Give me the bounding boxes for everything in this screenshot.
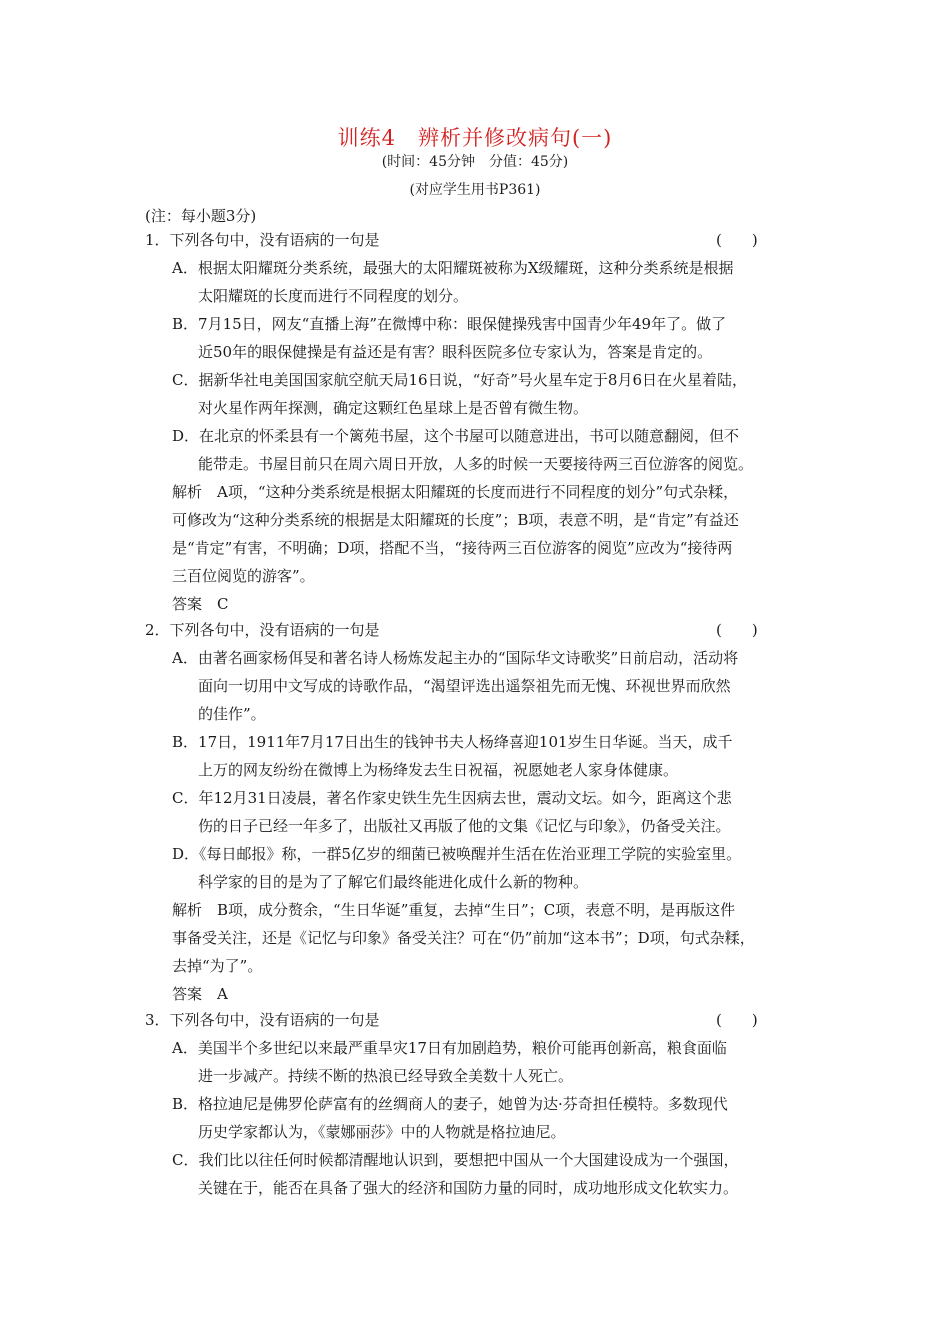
analysis-line: 解析 A项，“这种分类系统是根据太阳耀斑的长度而进行不同程度的划分”句式杂糅， xyxy=(172,483,739,501)
option-continuation: 历史学家都认为，《蒙娜丽莎》中的人物就是格拉迪尼。 xyxy=(198,1123,566,1141)
option-line: C．据新华社电美国国家航空航天局16日说，“好奇”号火星车定于8月6日在火星着陆， xyxy=(172,371,747,389)
analysis-line: 去掉“为了”。 xyxy=(172,957,263,975)
option-line: B．格拉迪尼是佛罗伦萨富有的丝绸商人的妻子，她曾为达·芬奇担任模特。多数现代 xyxy=(172,1095,728,1113)
option-continuation: 进一步减产。持续不断的热浪已经导致全美数十人死亡。 xyxy=(198,1067,574,1085)
option-continuation: 上万的网友纷纷在微博上为杨绛发去生日祝福，祝愿她老人家身体健康。 xyxy=(198,761,679,779)
scoring-note: (注：每小题3分) xyxy=(145,207,257,225)
option-continuation: 科学家的目的是为了了解它们最终能进化成什么新的物种。 xyxy=(198,873,589,891)
option-continuation: 近50年的眼保健操是有益还是有害？眼科医院多位专家认为，答案是肯定的。 xyxy=(198,343,713,361)
analysis-line: 事备受关注，还是《记忆与印象》备受关注？可在“仍”前加“这本书”；D项，句式杂糅， xyxy=(172,929,755,947)
option-continuation: 关键在于，能否在具备了强大的经济和国防力量的同时，成功地形成文化软实力。 xyxy=(198,1179,739,1197)
option-line: A．由著名画家杨佴旻和著名诗人杨炼发起主办的“国际华文诗歌奖”日前启动，活动将 xyxy=(172,649,739,667)
analysis-line: 解析 B项，成分赘余，“生日华诞”重复，去掉“生日”；C项，表意不明，是再版这件 xyxy=(172,901,736,919)
option-line: A．根据太阳耀斑分类系统，最强大的太阳耀斑被称为X级耀斑，这种分类系统是根据 xyxy=(172,259,734,277)
option-continuation: 伤的日子已经一年多了，出版社又再版了他的文集《记忆与印象》，仍备受关注。 xyxy=(198,817,731,835)
page-title: 训练4 辨析并修改病句(一) xyxy=(337,126,613,150)
answer-line: 答案 C xyxy=(172,595,229,613)
time-info: (时间：45分钟 分值：45分) xyxy=(381,154,569,170)
option-continuation: 面向一切用中文写成的诗歌作品，“渴望评选出遥祭祖先而无愧、环视世界而欣然 xyxy=(198,677,731,695)
analysis-line: 三百位阅览的游客”。 xyxy=(172,567,315,585)
option-line: C．年12月31日凌晨，著名作家史铁生先生因病去世，震动文坛。如今，距离这个悲 xyxy=(172,789,732,807)
option-line: A．美国半个多世纪以来最严重旱灾17日有加剧趋势，粮价可能再创新高，粮食面临 xyxy=(172,1039,727,1057)
answer-blank: ( ) xyxy=(716,1011,758,1029)
option-line: D．《每日邮报》称，一群5亿岁的细菌已被唤醒并生活在佐治亚理工学院的实验室里。 xyxy=(172,845,742,863)
answer-blank: ( ) xyxy=(716,621,758,639)
option-continuation: 对火星作两年探测，确定这颗红色星球上是否曾有微生物。 xyxy=(198,399,589,417)
answer-blank: ( ) xyxy=(716,231,758,249)
analysis-line: 可修改为“这种分类系统的根据是太阳耀斑的长度”；B项，表意不明，是“肯定”有益还 xyxy=(172,511,739,529)
option-line: B．7月15日，网友“直播上海”在微博中称：眼保健操残害中国青少年49年了。做了 xyxy=(172,315,727,333)
option-continuation: 能带走。书屋目前只在周六周日开放，人多的时候一天要接待两三百位游客的阅览。 xyxy=(198,455,754,473)
answer-line: 答案 A xyxy=(172,985,228,1003)
option-continuation: 太阳耀斑的长度而进行不同程度的划分。 xyxy=(198,287,469,305)
book-reference: (对应学生用书P361) xyxy=(409,182,541,198)
option-line: C．我们比以往任何时候都清醒地认识到，要想把中国从一个大国建设成为一个强国， xyxy=(172,1151,739,1169)
question-stem: 3．下列各句中，没有语病的一句是 xyxy=(145,1011,380,1029)
question-stem: 2．下列各句中，没有语病的一句是 xyxy=(145,621,380,639)
option-continuation: 的佳作”。 xyxy=(198,705,266,723)
analysis-line: 是“肯定”有害，不明确；D项，搭配不当，“接待两三百位游客的阅览”应改为“接待两 xyxy=(172,539,733,557)
option-line: B．17日，1911年7月17日出生的钱钟书夫人杨绛喜迎101岁生日华诞。当天，成千 xyxy=(172,733,733,751)
option-line: D．在北京的怀柔县有一个篱苑书屋，这个书屋可以随意进出，书可以随意翻阅，但不 xyxy=(172,427,740,445)
question-stem: 1．下列各句中，没有语病的一句是 xyxy=(145,231,380,249)
